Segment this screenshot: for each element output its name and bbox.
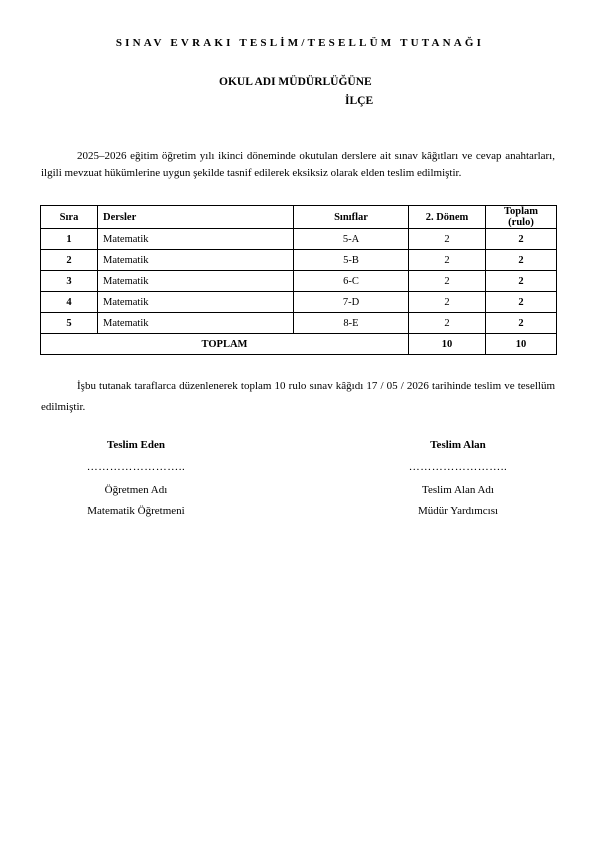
deliverer-position: Matematik Öğretmeni — [87, 505, 185, 517]
deliverer-name: Öğretmen Adı — [104, 484, 168, 496]
cell-term: 2 — [409, 229, 486, 250]
table-row — [41, 313, 557, 334]
cell-no: 5 — [41, 313, 98, 334]
cell-term: 2 — [409, 292, 486, 313]
exam-papers-table — [40, 205, 557, 355]
district: İLÇE — [345, 95, 374, 107]
cell-class: 5-A — [294, 229, 409, 250]
receiver-signature-line: …………………….. — [408, 461, 508, 473]
document-title: SINAV EVRAKI TESLİM/TESELLÜM TUTANAĞI — [115, 37, 485, 49]
cell-class: 5-B — [294, 250, 409, 271]
cell-class: 6-C — [294, 271, 409, 292]
sum-label: TOPLAM — [41, 334, 409, 355]
cell-subject: Matematik — [98, 250, 294, 271]
header-no: Sıra — [41, 206, 98, 229]
receiver-name: Teslim Alan Adı — [422, 484, 494, 496]
cell-class: 8-E — [294, 313, 409, 334]
cell-total: 2 — [486, 250, 557, 271]
cell-subject: Matematik — [98, 229, 294, 250]
table-row — [41, 229, 557, 250]
table-row — [41, 250, 557, 271]
cell-subject: Matematik — [98, 313, 294, 334]
cell-term: 2 — [409, 271, 486, 292]
sum-term: 10 — [409, 334, 486, 355]
cell-total: 2 — [486, 229, 557, 250]
addressee: OKUL ADI MÜDÜRLÜĞÜNE — [219, 76, 372, 88]
cell-subject: Matematik — [98, 292, 294, 313]
intro-paragraph: 2025–2026 eğitim öğretim yılı ikinci döneminde okutulan derslere ait sınav kâğıtları ve cevap anahtarları, ilgili mevzuat hükümlerine uygun şekilde tasnif edilerek eksiksiz olarak elden teslim edilmiştir. — [41, 150, 555, 179]
table-row — [41, 271, 557, 292]
cell-subject: Matematik — [98, 271, 294, 292]
cell-total: 2 — [486, 271, 557, 292]
table-row — [41, 292, 557, 313]
cell-total: 2 — [486, 313, 557, 334]
cell-no: 1 — [41, 229, 98, 250]
header-class: Sınıflar — [294, 206, 409, 229]
deliverer-signature-line: …………………….. — [86, 461, 186, 473]
cell-no: 4 — [41, 292, 98, 313]
cell-no: 3 — [41, 271, 98, 292]
closing-paragraph: İşbu tutanak taraflarca düzenlenerek toplam 10 rulo sınav kâğıdı 17 / 05 / 2026 tarihinde teslim ve tesellüm edilmiştir. — [41, 380, 555, 413]
table-header-row — [41, 206, 557, 229]
sum-total: 10 — [486, 334, 557, 355]
cell-term: 2 — [409, 250, 486, 271]
header-term: 2. Dönem — [409, 206, 486, 229]
cell-term: 2 — [409, 313, 486, 334]
receiver-role: Teslim Alan — [430, 439, 486, 451]
table-sum-row — [41, 334, 557, 355]
header-subject: Dersler — [98, 206, 294, 229]
cell-class: 7-D — [294, 292, 409, 313]
cell-no: 2 — [41, 250, 98, 271]
cell-total: 2 — [486, 292, 557, 313]
deliverer-signature-block — [36, 437, 236, 520]
receiver-position: Müdür Yardımcısı — [417, 505, 499, 517]
header-total: Toplam (rulo) — [486, 206, 557, 229]
deliverer-role: Teslim Eden — [107, 439, 165, 451]
receiver-signature-block — [358, 437, 558, 520]
